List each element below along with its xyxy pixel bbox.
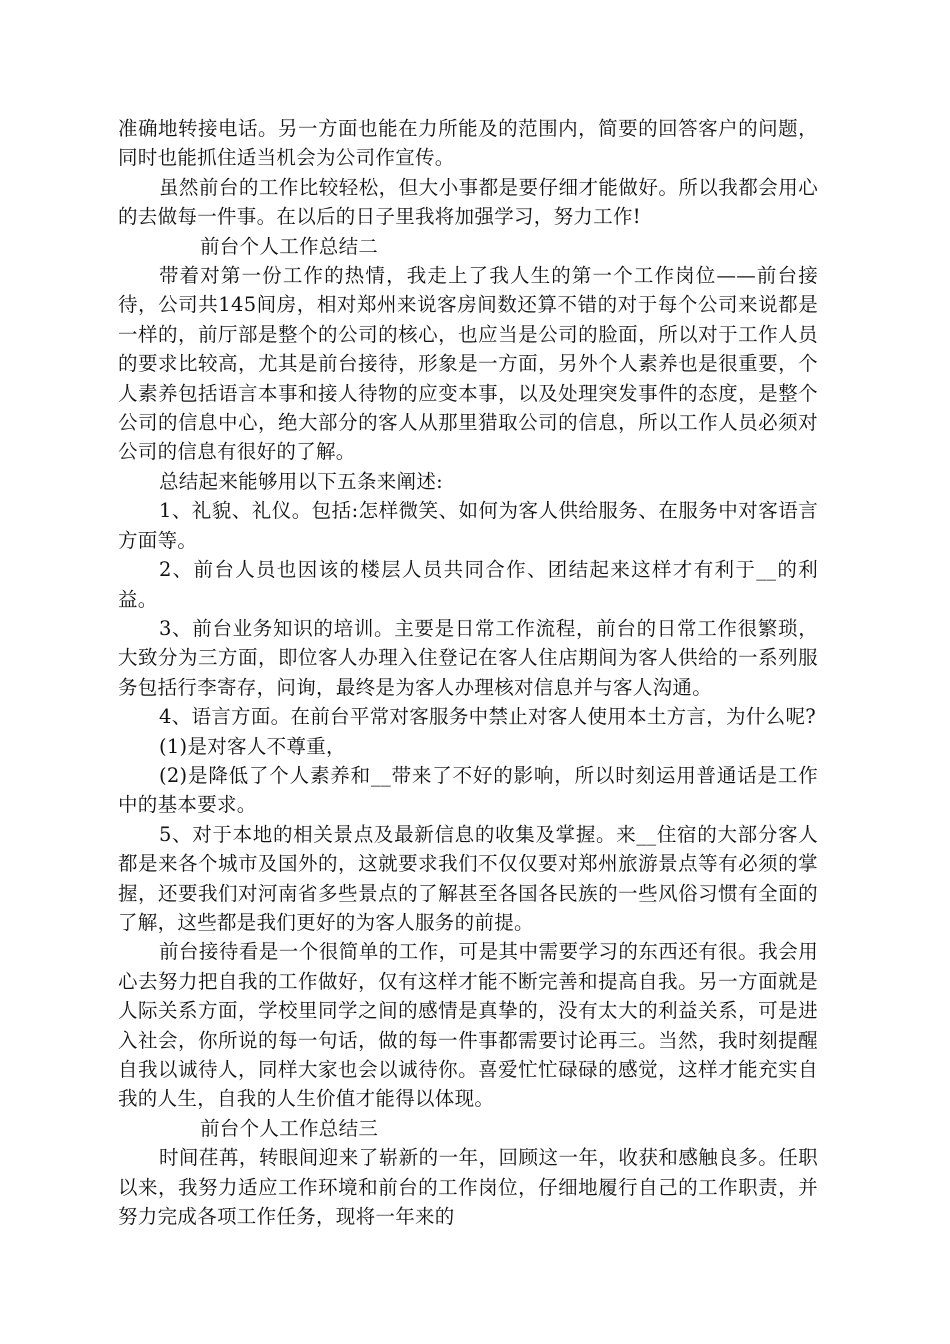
sub-item-2: (2)是降低了个人素养和__带来了不好的影响，所以时刻运用普通话是工作中的基本要求。 (118, 763, 818, 817)
paragraph-summary-lead: 总结起来能够用以下五条来阐述: (158, 469, 444, 493)
document-body (118, 114, 818, 1231)
list-item-5: 5、对于本地的相关景点及最新信息的收集及掌握。来__住宿的大部分客人都是来各个城市及国外的，这就要求我们不仅仅要对郑州旅游景点等有必须的掌握，还要我们对河南省多些景点的了解甚至各国各民族的一些风俗习惯有全面的了解，这些都是我们更好的为客人服务的前提。 (118, 822, 818, 934)
paragraph-intro: 带着对第一份工作的热情，我走上了我人生的第一个工作岗位——前台接待，公司共145间房，相对郑州来说客房间数还算不错的对于每个公司来说都是一样的，前厅部是整个的公司的核心，也应当是公司的脸面，所以对于工作人员的要求比较高，尤其是前台接待，形象是一方面，另外个人素养也是很重要，个人素养包括语言本事和接人待物的应变本事，以及处理突发事件的态度，是整个公司的信息中心，绝大部分的客人从那里猎取公司的信息，所以工作人员必须对公司的信息有很好的了解。 (118, 264, 818, 464)
list-item-1: 1、礼貌、礼仪。包括:怎样微笑、如何为客人供给服务、在服务中对客语言方面等。 (118, 499, 818, 552)
sub-item-1: (1)是对客人不尊重， (158, 734, 346, 758)
section-heading-two: 前台个人工作总结二 (200, 234, 379, 258)
paragraph-reflection: 前台接待看是一个很简单的工作，可是其中需要学习的东西还有很。我会用心去努力把自我的工作做好，仅有这样才能不断完善和提高自我。另一方面就是人际关系方面，学校里同学之间的感情是真挚的，没有太大的利益关系，可是进入社会，你所说的每一句话，做的每一件事都需要讨论再三。当然，我时刻提醒自我以诚待人，同样大家也会以诚待你。喜爱忙忙碌碌的感觉，这样才能充实自我的人生，自我的人生价值才能得以体现。 (118, 940, 818, 1111)
paragraph-year-review: 时间荏苒，转眼间迎来了崭新的一年，回顾这一年，收获和感触良多。任职以来，我努力适应工作环境和前台的工作岗位，仔细地履行自己的工作职责，并努力完成各项工作任务，现将一年来的 (118, 1146, 818, 1229)
section-heading-three: 前台个人工作总结三 (200, 1116, 379, 1140)
list-item-3: 3、前台业务知识的培训。主要是日常工作流程，前台的日常工作很繁琐，大致分为三方面，即位客人办理入住登记在客人住店期间为客人供给的一系列服务包括行李寄存，问询，最终是为客人办理核对信息并与客人沟通。 (118, 616, 818, 699)
paragraph-continuation: 准确地转接电话。另一方面也能在力所能及的范围内，简要的回答客户的问题，同时也能抓住适当机会为公司作宣传。 (118, 117, 818, 170)
list-item-2: 2、前台人员也因该的楼层人员共同合作、团结起来这样才有利于__的利益。 (118, 558, 818, 611)
list-item-4: 4、语言方面。在前台平常对客服务中禁止对客人使用本土方言，为什么呢? (158, 705, 816, 729)
paragraph-closing: 虽然前台的工作比较轻松，但大小事都是要仔细才能做好。所以我都会用心的去做每一件事。在以后的日子里我将加强学习，努力工作! (118, 175, 818, 229)
